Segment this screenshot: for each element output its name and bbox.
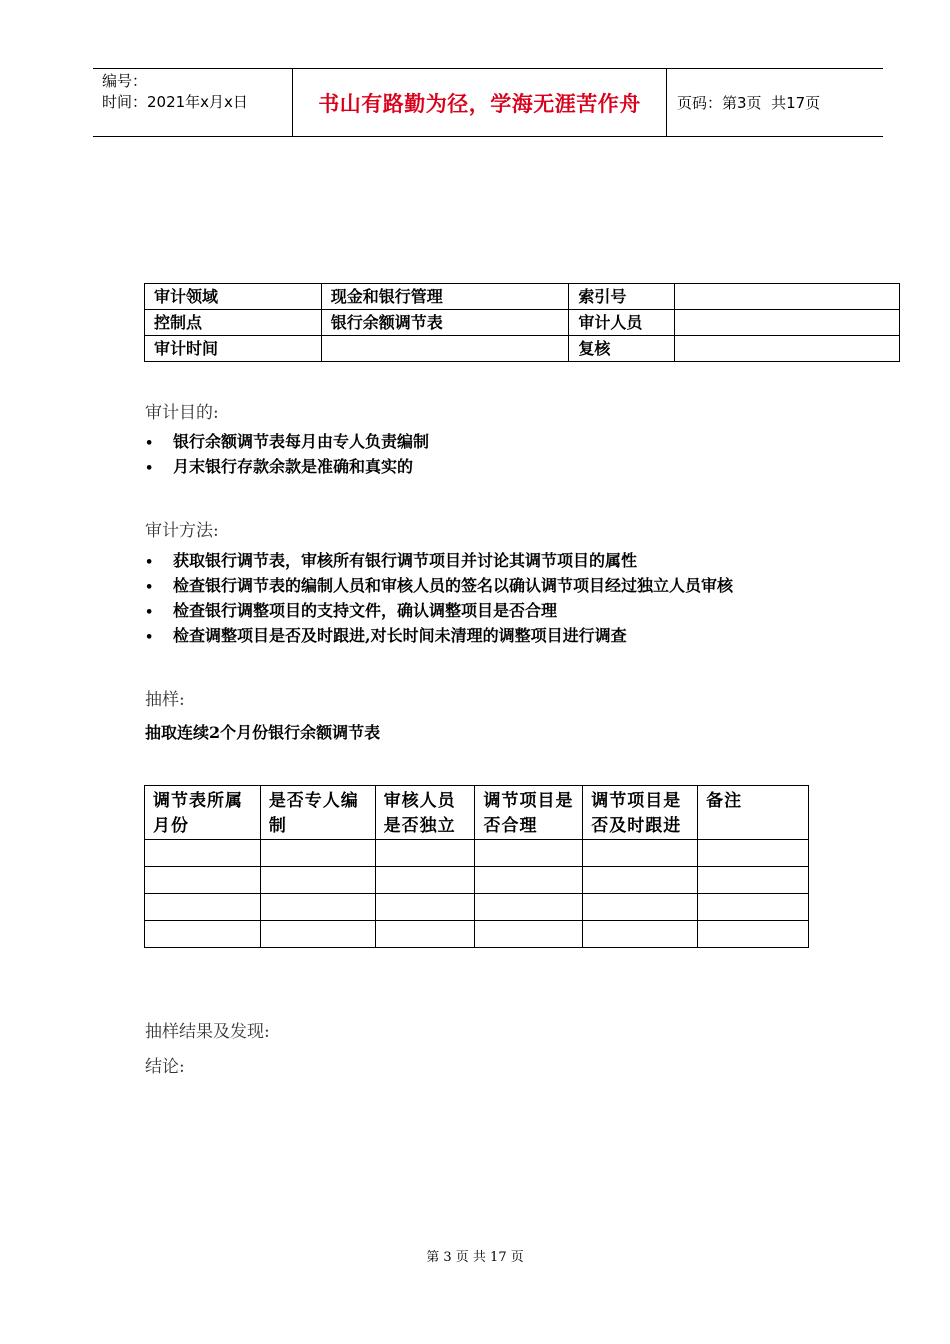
results-title: 抽样结果及发现:: [145, 1022, 270, 1042]
page-header: [93, 68, 883, 137]
table-cell: [698, 840, 809, 867]
table-cell: 索引号: [569, 284, 675, 310]
table-cell: [583, 921, 698, 948]
column-header: 审核人员是否独立: [375, 786, 475, 840]
column-header: 是否专人编制: [260, 786, 375, 840]
table-cell: [475, 840, 583, 867]
table-cell: [260, 921, 375, 948]
time-label: 时间：2021年x月x日: [102, 93, 248, 111]
bullet-icon: •: [145, 630, 154, 645]
method-title: 审计方法:: [145, 521, 219, 541]
table-cell: [260, 867, 375, 894]
table-cell: 控制点: [145, 310, 322, 336]
objective-title: 审计目的:: [145, 403, 219, 423]
table-row: [145, 336, 900, 362]
table-row: [145, 867, 809, 894]
bullet-icon: •: [145, 555, 154, 570]
table-cell: [698, 867, 809, 894]
table-cell: [583, 840, 698, 867]
objective-list: [145, 430, 429, 480]
table-cell: [475, 894, 583, 921]
table-cell: [475, 921, 583, 948]
list-item: • 银行余额调节表每月由专人负责编制: [145, 430, 429, 455]
bullet-icon: •: [145, 580, 154, 595]
table-cell: [260, 840, 375, 867]
table-cell: [145, 894, 261, 921]
table-cell: 复核: [569, 336, 675, 362]
table-cell: 银行余额调节表: [321, 310, 569, 336]
table-cell: 审计时间: [145, 336, 322, 362]
sample-table: [144, 785, 809, 948]
table-cell: [675, 336, 900, 362]
column-header: 调节项目是否及时跟进: [583, 786, 698, 840]
list-item: • 检查银行调整项目的支持文件，确认调整项目是否合理: [145, 599, 733, 624]
table-cell: [321, 336, 569, 362]
table-cell: 现金和银行管理: [321, 284, 569, 310]
table-row: [145, 310, 900, 336]
table-cell: [698, 921, 809, 948]
list-item: • 获取银行调节表，审核所有银行调节项目并讨论其调节项目的属性: [145, 549, 733, 574]
column-header: 调节表所属月份: [145, 786, 261, 840]
table-row: [145, 284, 900, 310]
table-cell: [375, 867, 475, 894]
table-cell: [145, 921, 261, 948]
table-row: [145, 921, 809, 948]
table-cell: [145, 840, 261, 867]
column-header: 调节项目是否合理: [475, 786, 583, 840]
table-cell: 审计领域: [145, 284, 322, 310]
table-cell: [475, 867, 583, 894]
table-cell: 审计人员: [569, 310, 675, 336]
table-cell: [583, 867, 698, 894]
header-motto: 书山有路勤为径，学海无涯苦作舟: [293, 69, 667, 136]
bullet-icon: •: [145, 436, 154, 451]
page-footer: 第 3 页 共 17 页: [426, 1250, 524, 1265]
table-cell: [375, 921, 475, 948]
bullet-icon: •: [145, 605, 154, 620]
table-cell: [145, 867, 261, 894]
table-cell: [698, 894, 809, 921]
table-cell: [375, 840, 475, 867]
table-cell: [260, 894, 375, 921]
conclusion-title: 结论:: [145, 1057, 185, 1077]
table-header-row: [145, 786, 809, 840]
sampling-text: 抽取连续2个月份银行余额调节表: [145, 723, 381, 742]
table-cell: [375, 894, 475, 921]
table-cell: [675, 284, 900, 310]
table-row: [145, 894, 809, 921]
number-label: 编号：: [102, 72, 148, 90]
sampling-title: 抽样:: [145, 690, 185, 710]
method-list: [145, 549, 733, 649]
table-cell: [583, 894, 698, 921]
bullet-icon: •: [145, 461, 154, 476]
list-item: • 检查调整项目是否及时跟进,对长时间未清理的调整项目进行调查: [145, 624, 733, 649]
table-row: [145, 840, 809, 867]
list-item: • 检查银行调节表的编制人员和审核人员的签名以确认调节项目经过独立人员审核: [145, 574, 733, 599]
column-header: 备注: [698, 786, 809, 840]
table-cell: [675, 310, 900, 336]
list-item: • 月末银行存款余款是准确和真实的: [145, 455, 429, 480]
header-meta: [93, 69, 293, 136]
audit-info-table: [144, 283, 900, 362]
header-page-info: 页码：第3页 共17页: [677, 94, 821, 112]
